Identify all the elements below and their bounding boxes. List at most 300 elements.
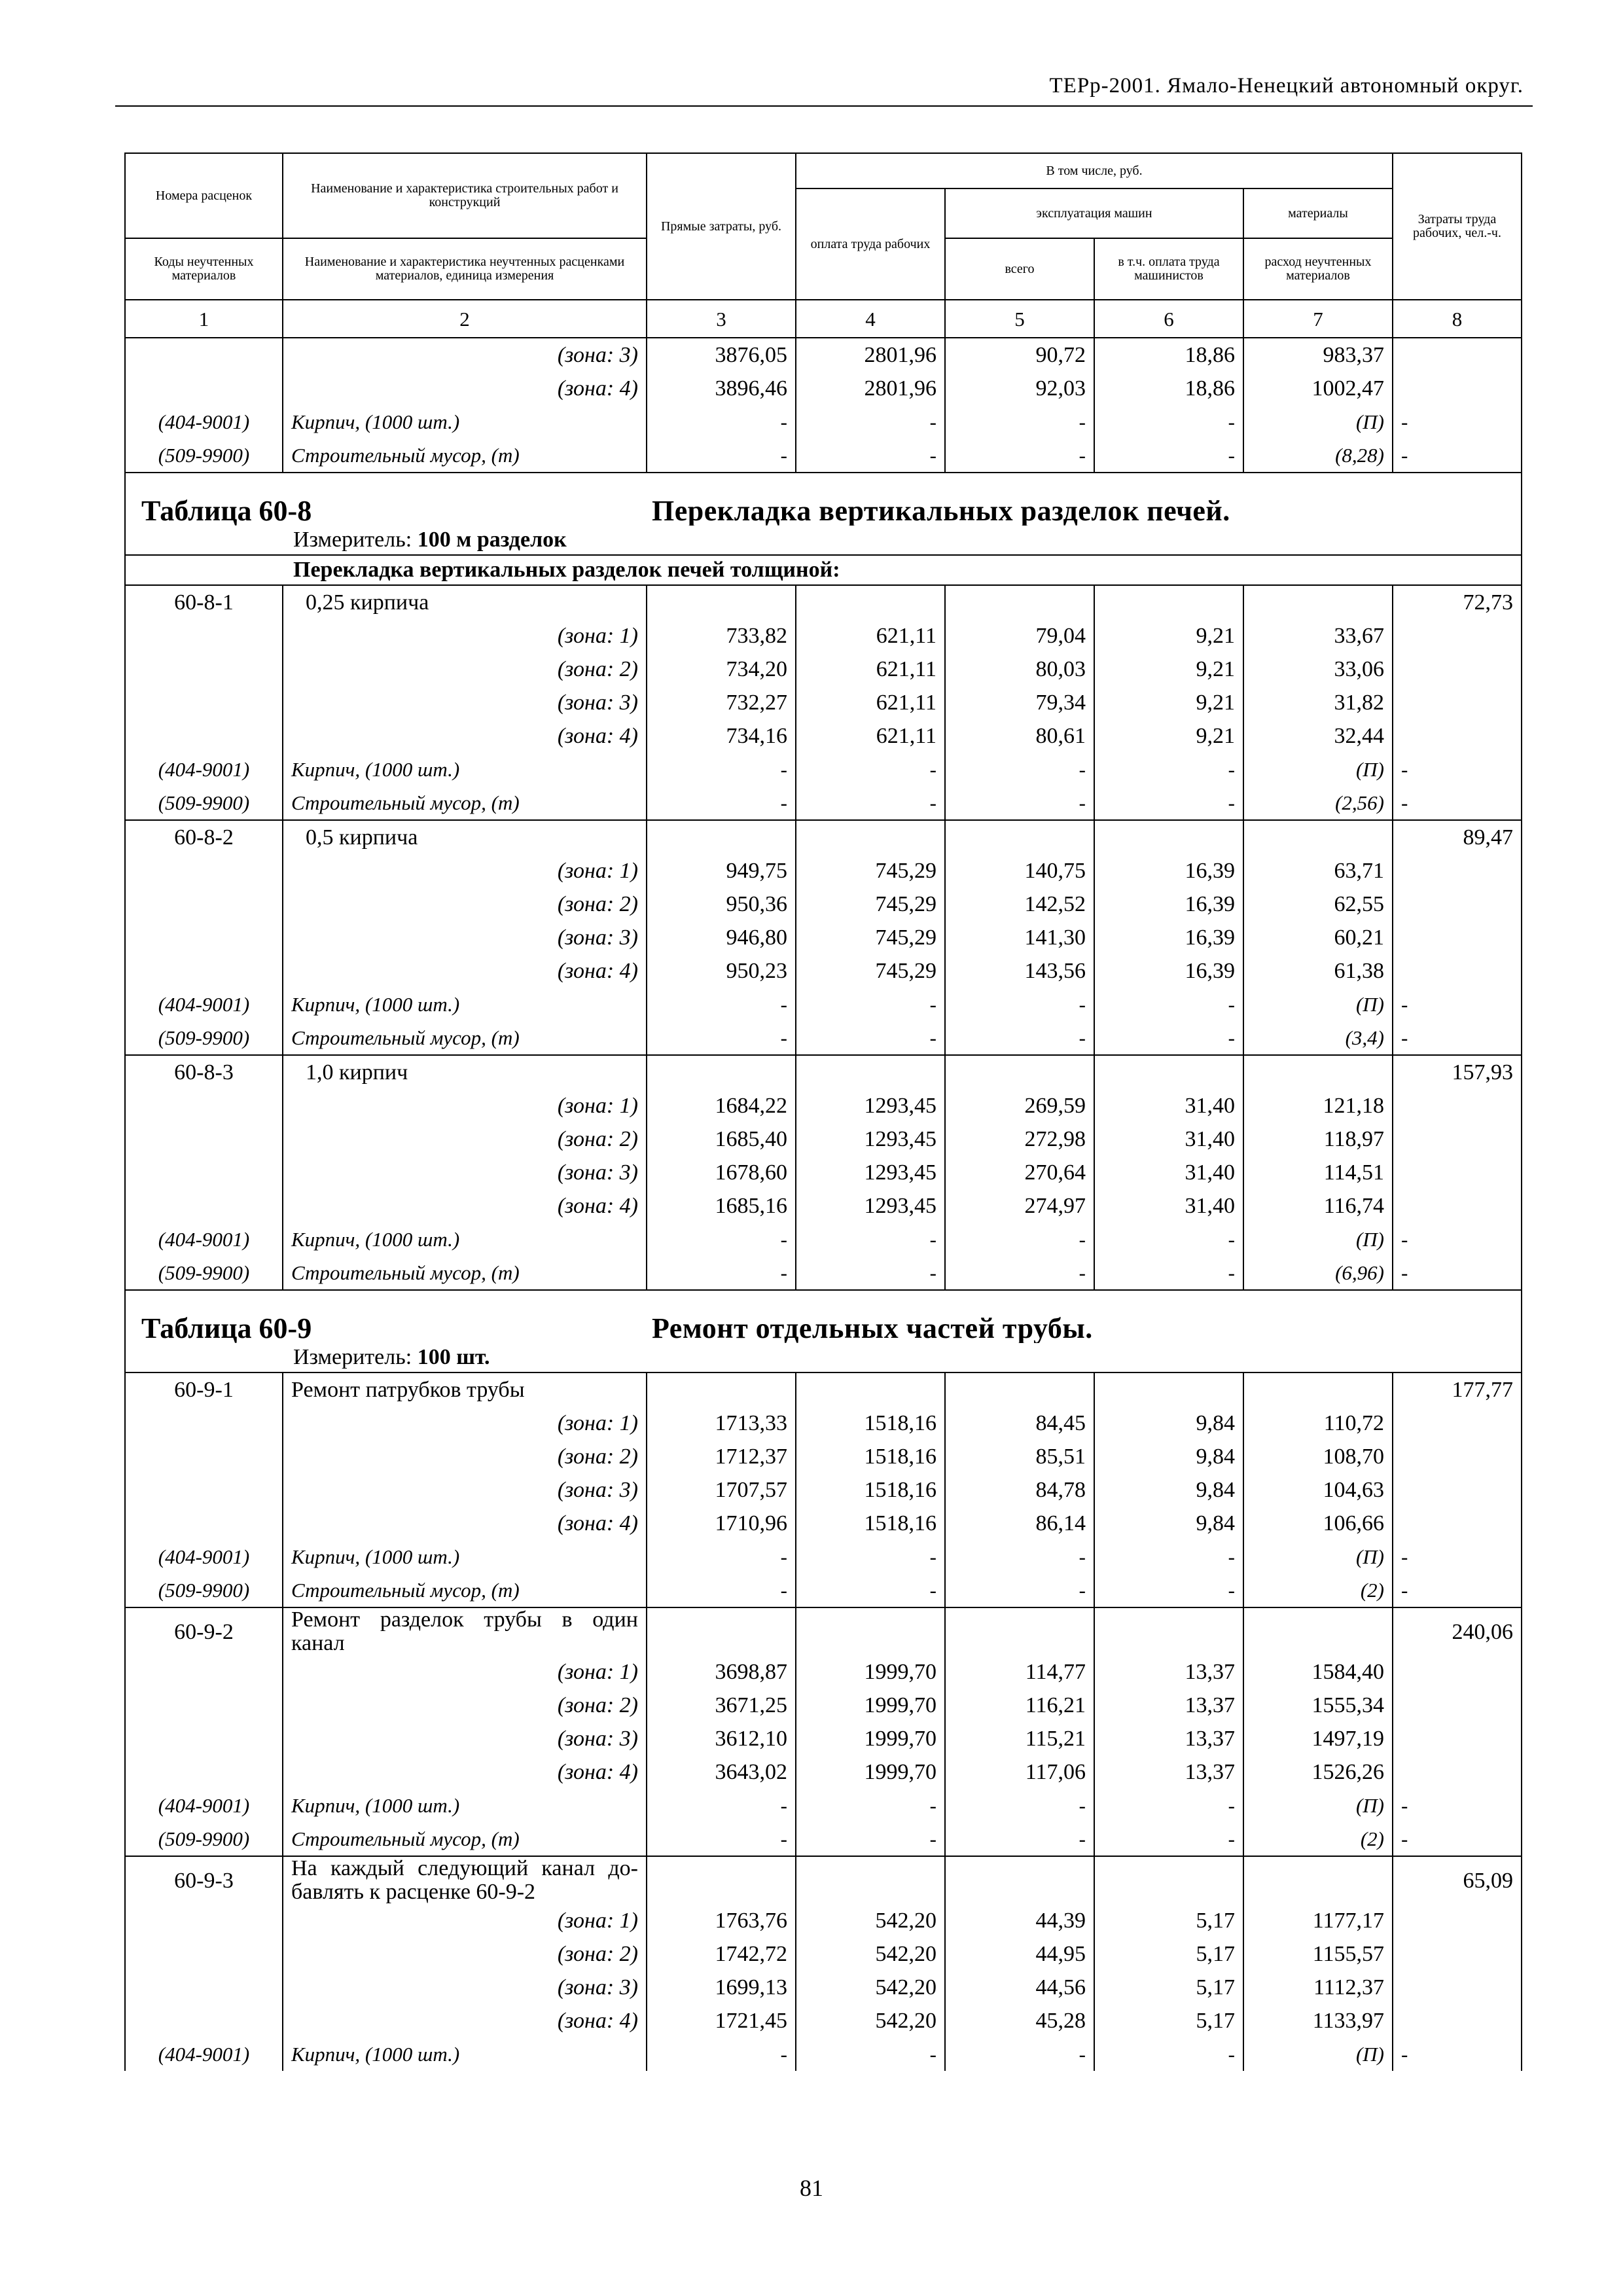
dash: - (945, 786, 1094, 820)
material-name: Кирпич, (1000 шт.) (283, 2037, 647, 2071)
machines-total: 140,75 (945, 854, 1094, 888)
material-code: (404-9001) (125, 405, 283, 439)
materials: 32,44 (1243, 719, 1393, 753)
meter-row (125, 526, 1522, 555)
material-row (125, 1256, 1522, 1290)
materials: 62,55 (1243, 888, 1393, 921)
direct-cost: 3643,02 (647, 1755, 796, 1789)
material-qty: (П) (1243, 1540, 1393, 1573)
dash: - (647, 439, 796, 473)
dash: - (1094, 1540, 1243, 1573)
material-row (125, 786, 1522, 820)
wages: 621,11 (796, 719, 945, 753)
dash: - (1094, 988, 1243, 1021)
machines-total: 79,04 (945, 619, 1094, 653)
wages: 745,29 (796, 854, 945, 888)
machines-wages: 5,17 (1094, 1904, 1243, 1937)
zone-label: (зона: 2) (283, 653, 647, 686)
item-name: Ремонт патрубков трубы (283, 1372, 647, 1407)
dash: - (796, 1021, 945, 1055)
material-code: (404-9001) (125, 1789, 283, 1822)
material-row (125, 1822, 1522, 1856)
dash: - (1393, 1573, 1522, 1607)
materials: 1555,34 (1243, 1689, 1393, 1722)
material-row (125, 1021, 1522, 1055)
dash: - (1393, 786, 1522, 820)
material-row (125, 439, 1522, 473)
wages: 1518,16 (796, 1473, 945, 1507)
zone-row (125, 921, 1522, 954)
materials: 1155,57 (1243, 1937, 1393, 1971)
wages: 745,29 (796, 888, 945, 921)
machines-wages: 9,84 (1094, 1407, 1243, 1440)
material-row (125, 2037, 1522, 2071)
zone-row (125, 372, 1522, 405)
rate-code: 60-9-3 (125, 1856, 283, 1904)
zone-row (125, 1122, 1522, 1156)
machines-total: 84,78 (945, 1473, 1094, 1507)
zone-label: (зона: 1) (283, 1904, 647, 1937)
direct-cost: 3612,10 (647, 1722, 796, 1755)
materials: 104,63 (1243, 1473, 1393, 1507)
zone-label: (зона: 3) (283, 1473, 647, 1507)
page-header (115, 69, 1533, 107)
material-code: (404-9001) (125, 1223, 283, 1256)
machines-wages: 13,37 (1094, 1655, 1243, 1689)
zone-row (125, 854, 1522, 888)
machines-wages: 5,17 (1094, 1937, 1243, 1971)
rates-table (124, 152, 1522, 2071)
col-direct-costs: Прямые затраты, руб. (647, 153, 796, 300)
zone-label: (зона: 4) (283, 372, 647, 405)
zone-label: (зона: 2) (283, 1689, 647, 1722)
wages: 621,11 (796, 619, 945, 653)
material-name: Строительный мусор, (т) (283, 439, 647, 473)
dash: - (796, 786, 945, 820)
materials: 114,51 (1243, 1156, 1393, 1189)
dash: - (1393, 1021, 1522, 1055)
wages: 542,20 (796, 1904, 945, 1937)
dash: - (647, 1256, 796, 1290)
dash: - (945, 1789, 1094, 1822)
machines-wages: 5,17 (1094, 1971, 1243, 2004)
machines-total: 115,21 (945, 1722, 1094, 1755)
zone-row (125, 619, 1522, 653)
machines-wages: 16,39 (1094, 921, 1243, 954)
direct-cost: 1685,16 (647, 1189, 796, 1223)
col-wages: оплата труда рабочих (796, 188, 945, 300)
col-materials-unaccounted: расход неучтенных материалов (1243, 238, 1393, 300)
col-machines-wages: в т.ч. оплата труда машинистов (1094, 238, 1243, 300)
zone-row (125, 888, 1522, 921)
zone-label: (зона: 4) (283, 1755, 647, 1789)
material-code: (509-9900) (125, 1573, 283, 1607)
direct-cost: 732,27 (647, 686, 796, 719)
wages: 1293,45 (796, 1122, 945, 1156)
col-number: 7 (1243, 300, 1393, 338)
machines-total: 270,64 (945, 1156, 1094, 1189)
material-name: Кирпич, (1000 шт.) (283, 1789, 647, 1822)
material-row (125, 988, 1522, 1021)
dash: - (1393, 988, 1522, 1021)
rate-code: 60-9-2 (125, 1607, 283, 1655)
materials: 1177,17 (1243, 1904, 1393, 1937)
material-row (125, 753, 1522, 786)
material-name: Кирпич, (1000 шт.) (283, 1540, 647, 1573)
machines-total: 85,51 (945, 1440, 1094, 1473)
wages: 1999,70 (796, 1655, 945, 1689)
direct-cost: 3876,05 (647, 338, 796, 372)
machines-total: 44,95 (945, 1937, 1094, 1971)
zone-label: (зона: 4) (283, 954, 647, 988)
machines-total: 272,98 (945, 1122, 1094, 1156)
subheading: Перекладка вертикальных разделок печей толщиной: (125, 555, 1522, 585)
wages: 542,20 (796, 2004, 945, 2037)
dash: - (647, 1573, 796, 1607)
direct-cost: 733,82 (647, 619, 796, 653)
material-code: (404-9001) (125, 1540, 283, 1573)
machines-wages: 13,37 (1094, 1689, 1243, 1722)
direct-cost: 1721,45 (647, 2004, 796, 2037)
dash: - (945, 2037, 1094, 2071)
item-name: На каждый следующий канал до-бавлять к расценке 60-9-2 (283, 1856, 647, 1904)
dash: - (945, 1223, 1094, 1256)
material-code: (509-9900) (125, 1256, 283, 1290)
page-number: 81 (800, 2175, 823, 2201)
material-name: Кирпич, (1000 шт.) (283, 405, 647, 439)
labor-cost: 72,73 (1393, 585, 1522, 619)
direct-cost: 950,36 (647, 888, 796, 921)
zone-row (125, 1507, 1522, 1540)
materials: 1133,97 (1243, 2004, 1393, 2037)
direct-cost: 1713,33 (647, 1407, 796, 1440)
table-number: Таблица 60-9 (141, 1312, 312, 1343)
labor-cost: 65,09 (1393, 1856, 1522, 1904)
machines-wages: 16,39 (1094, 954, 1243, 988)
machines-total: 141,30 (945, 921, 1094, 954)
rate-code: 60-8-3 (125, 1055, 283, 1089)
item-row (125, 585, 1522, 619)
rate-code: 60-8-1 (125, 585, 283, 619)
material-qty: (3,4) (1243, 1021, 1393, 1055)
machines-wages: 9,21 (1094, 653, 1243, 686)
zone-row (125, 1689, 1522, 1722)
dash: - (796, 988, 945, 1021)
zone-label: (зона: 1) (283, 854, 647, 888)
dash: - (1094, 1256, 1243, 1290)
dash: - (1393, 1256, 1522, 1290)
item-row (125, 1372, 1522, 1407)
dash: - (796, 1540, 945, 1573)
dash: - (796, 1256, 945, 1290)
dash: - (945, 1540, 1094, 1573)
direct-cost: 734,16 (647, 719, 796, 753)
zone-row (125, 1904, 1522, 1937)
zone-row (125, 1440, 1522, 1473)
col-materials: материалы (1243, 188, 1393, 238)
labor-cost: 89,47 (1393, 820, 1522, 854)
col-number: 5 (945, 300, 1094, 338)
machines-total: 84,45 (945, 1407, 1094, 1440)
zone-row (125, 1189, 1522, 1223)
zone-row (125, 1473, 1522, 1507)
zone-row (125, 1655, 1522, 1689)
material-name: Строительный мусор, (т) (283, 1822, 647, 1856)
zone-label: (зона: 4) (283, 2004, 647, 2037)
col-labor: Затраты труда рабочих, чел.-ч. (1393, 153, 1522, 300)
wages: 2801,96 (796, 372, 945, 405)
material-code: (404-9001) (125, 2037, 283, 2071)
dash: - (945, 1256, 1094, 1290)
dash: - (647, 2037, 796, 2071)
direct-cost: 3698,87 (647, 1655, 796, 1689)
machines-total: 80,03 (945, 653, 1094, 686)
materials: 118,97 (1243, 1122, 1393, 1156)
col-rate-numbers: Номера расценок (125, 153, 283, 238)
wages: 1518,16 (796, 1407, 945, 1440)
machines-total: 92,03 (945, 372, 1094, 405)
machines-total: 44,56 (945, 1971, 1094, 2004)
table-title: Перекладка вертикальных разделок печей. (652, 495, 1230, 526)
materials: 63,71 (1243, 854, 1393, 888)
material-row (125, 1789, 1522, 1822)
zone-label: (зона: 3) (283, 1156, 647, 1189)
meter-label: Измеритель: (293, 1345, 412, 1369)
table-header (125, 153, 1522, 338)
machines-wages: 9,21 (1094, 719, 1243, 753)
zone-label: (зона: 1) (283, 619, 647, 653)
item-row (125, 1856, 1522, 1904)
dash: - (1094, 2037, 1243, 2071)
materials: 61,38 (1243, 954, 1393, 988)
material-qty: (П) (1243, 1223, 1393, 1256)
dash: - (647, 988, 796, 1021)
machines-wages: 16,39 (1094, 888, 1243, 921)
material-row (125, 1573, 1522, 1607)
direct-cost: 1678,60 (647, 1156, 796, 1189)
zone-label: (зона: 3) (283, 1722, 647, 1755)
zone-label: (зона: 2) (283, 1937, 647, 1971)
dash: - (1094, 439, 1243, 473)
material-row (125, 1540, 1522, 1573)
col-number: 6 (1094, 300, 1243, 338)
meter-label: Измеритель: (293, 528, 412, 552)
dash: - (1094, 405, 1243, 439)
direct-cost: 734,20 (647, 653, 796, 686)
zone-label: (зона: 2) (283, 888, 647, 921)
col-number: 4 (796, 300, 945, 338)
dash: - (647, 786, 796, 820)
dash: - (945, 439, 1094, 473)
item-row (125, 820, 1522, 854)
dash: - (1393, 405, 1522, 439)
zone-row (125, 954, 1522, 988)
meter-value: 100 м разделок (417, 528, 567, 552)
material-row (125, 405, 1522, 439)
zone-label: (зона: 3) (283, 1971, 647, 2004)
item-name: Ремонт разделок трубы в один канал (283, 1607, 647, 1655)
col-number: 3 (647, 300, 796, 338)
zone-row (125, 686, 1522, 719)
dash: - (945, 1822, 1094, 1856)
machines-total: 142,52 (945, 888, 1094, 921)
zone-row (125, 1089, 1522, 1122)
zone-label: (зона: 1) (283, 1089, 647, 1122)
meter-row (125, 1343, 1522, 1372)
item-row (125, 1607, 1522, 1655)
materials: 1002,47 (1243, 372, 1393, 405)
dash: - (1393, 439, 1522, 473)
table-title: Ремонт отдельных частей трубы. (652, 1312, 1093, 1343)
material-code: (509-9900) (125, 1822, 283, 1856)
machines-total: 90,72 (945, 338, 1094, 372)
section-title-row (125, 1290, 1522, 1343)
materials: 33,06 (1243, 653, 1393, 686)
material-code: (404-9001) (125, 753, 283, 786)
zone-label: (зона: 1) (283, 1407, 647, 1440)
zone-row (125, 2004, 1522, 2037)
zone-row (125, 1937, 1522, 1971)
table-number: Таблица 60-8 (141, 495, 312, 526)
machines-wages: 5,17 (1094, 2004, 1243, 2037)
wages: 745,29 (796, 921, 945, 954)
wages: 1293,45 (796, 1156, 945, 1189)
wages: 1518,16 (796, 1440, 945, 1473)
item-row (125, 1055, 1522, 1089)
machines-wages: 18,86 (1094, 372, 1243, 405)
zone-row (125, 719, 1522, 753)
material-qty: (2) (1243, 1573, 1393, 1607)
material-qty: (2) (1243, 1822, 1393, 1856)
material-qty: (П) (1243, 1789, 1393, 1822)
meter-value: 100 шт. (417, 1345, 490, 1369)
item-name: 0,25 кирпича (283, 585, 647, 619)
material-qty: (П) (1243, 405, 1393, 439)
material-qty: (8,28) (1243, 439, 1393, 473)
zone-label: (зона: 4) (283, 719, 647, 753)
dash: - (945, 1021, 1094, 1055)
wages: 1999,70 (796, 1689, 945, 1722)
zone-row (125, 1722, 1522, 1755)
materials: 110,72 (1243, 1407, 1393, 1440)
direct-cost: 1742,72 (647, 1937, 796, 1971)
column-numbers-row (125, 300, 1522, 338)
machines-wages: 31,40 (1094, 1122, 1243, 1156)
zone-row (125, 653, 1522, 686)
dash: - (1094, 1021, 1243, 1055)
direct-cost: 1684,22 (647, 1089, 796, 1122)
rate-code: 60-8-2 (125, 820, 283, 854)
zone-label: (зона: 3) (283, 338, 647, 372)
machines-total: 45,28 (945, 2004, 1094, 2037)
document-title: ТЕРр-2001. Ямало-Ненецкий автономный округ. (1049, 74, 1524, 98)
dash: - (647, 753, 796, 786)
col-number: 2 (283, 300, 647, 338)
dash: - (1094, 786, 1243, 820)
col-number: 1 (125, 300, 283, 338)
direct-cost: 1712,37 (647, 1440, 796, 1473)
zone-label: (зона: 1) (283, 1655, 647, 1689)
item-name: 0,5 кирпича (283, 820, 647, 854)
dash: - (647, 1822, 796, 1856)
col-material-name: Наименование и характеристика неучтенных расценками материалов, единица измерения (283, 238, 647, 300)
machines-total: 80,61 (945, 719, 1094, 753)
machines-wages: 13,37 (1094, 1722, 1243, 1755)
rate-code: 60-9-1 (125, 1372, 283, 1407)
machines-wages: 9,21 (1094, 619, 1243, 653)
material-name: Кирпич, (1000 шт.) (283, 753, 647, 786)
zone-label: (зона: 2) (283, 1122, 647, 1156)
machines-total: 274,97 (945, 1189, 1094, 1223)
materials: 60,21 (1243, 921, 1393, 954)
col-including: В том числе, руб. (796, 153, 1393, 188)
dash: - (1393, 1540, 1522, 1573)
dash: - (796, 1223, 945, 1256)
zone-row (125, 1407, 1522, 1440)
machines-wages: 13,37 (1094, 1755, 1243, 1789)
machines-wages: 9,84 (1094, 1440, 1243, 1473)
material-code: (509-9900) (125, 1021, 283, 1055)
machines-total: 114,77 (945, 1655, 1094, 1689)
dash: - (1393, 2037, 1522, 2071)
direct-cost: 1763,76 (647, 1904, 796, 1937)
labor-cost: 177,77 (1393, 1372, 1522, 1407)
dash: - (1094, 1789, 1243, 1822)
direct-cost: 1685,40 (647, 1122, 796, 1156)
dash: - (647, 405, 796, 439)
dash: - (1094, 1822, 1243, 1856)
dash: - (796, 1573, 945, 1607)
machines-total: 269,59 (945, 1089, 1094, 1122)
dash: - (945, 753, 1094, 786)
materials: 1497,19 (1243, 1722, 1393, 1755)
zone-label: (зона: 4) (283, 1189, 647, 1223)
material-name: Кирпич, (1000 шт.) (283, 1223, 647, 1256)
direct-cost: 949,75 (647, 854, 796, 888)
material-qty: (2,56) (1243, 786, 1393, 820)
material-code: (404-9001) (125, 988, 283, 1021)
material-code: (509-9900) (125, 786, 283, 820)
wages: 1999,70 (796, 1722, 945, 1755)
zone-row (125, 1971, 1522, 2004)
col-machines-total: всего (945, 238, 1094, 300)
machines-wages: 9,21 (1094, 686, 1243, 719)
direct-cost: 1699,13 (647, 1971, 796, 2004)
wages: 542,20 (796, 1971, 945, 2004)
direct-cost: 1707,57 (647, 1473, 796, 1507)
machines-wages: 18,86 (1094, 338, 1243, 372)
direct-cost: 950,23 (647, 954, 796, 988)
machines-wages: 9,84 (1094, 1473, 1243, 1507)
col-number: 8 (1393, 300, 1522, 338)
section-title-row (125, 473, 1522, 526)
machines-total: 79,34 (945, 686, 1094, 719)
machines-total: 86,14 (945, 1507, 1094, 1540)
wages: 745,29 (796, 954, 945, 988)
materials: 983,37 (1243, 338, 1393, 372)
machines-wages: 31,40 (1094, 1189, 1243, 1223)
dash: - (796, 439, 945, 473)
dash: - (796, 753, 945, 786)
dash: - (945, 988, 1094, 1021)
col-machines: эксплуатация машин (945, 188, 1243, 238)
wages: 1293,45 (796, 1089, 945, 1122)
material-qty: (П) (1243, 988, 1393, 1021)
item-name: 1,0 кирпич (283, 1055, 647, 1089)
col-work-name: Наименование и характеристика строительных работ и конструкций (283, 153, 647, 238)
direct-cost: 1710,96 (647, 1507, 796, 1540)
wages: 621,11 (796, 653, 945, 686)
